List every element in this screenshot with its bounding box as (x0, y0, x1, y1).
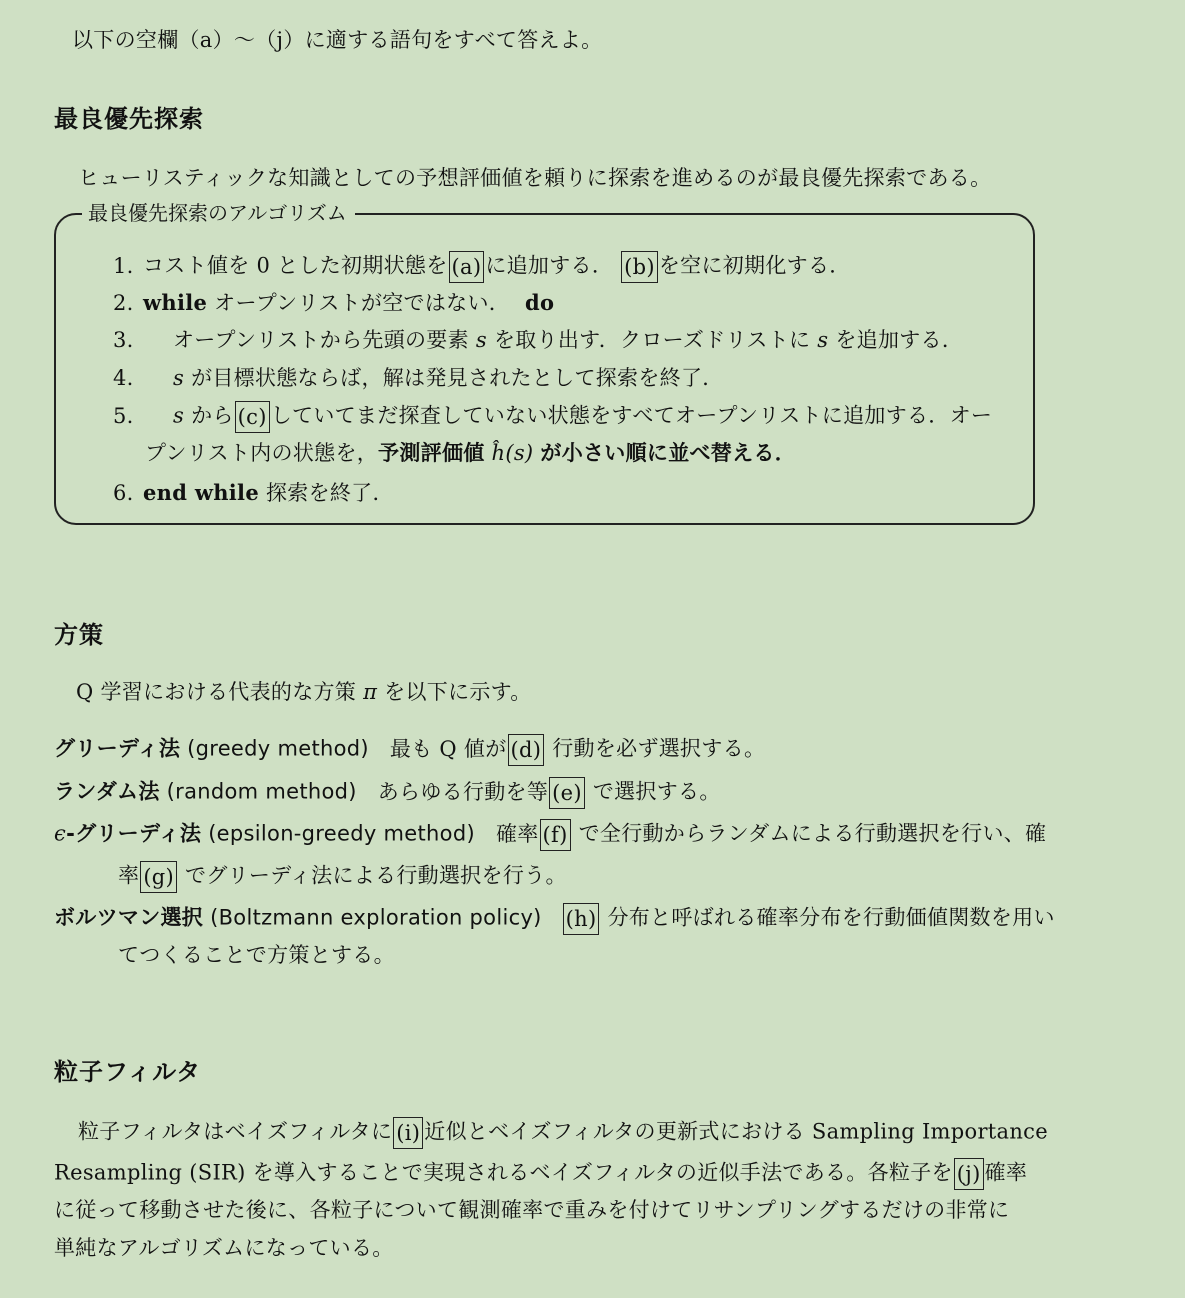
step-text: から (191, 403, 234, 428)
math-var-s: s (475, 328, 487, 352)
step-text-bold: 予測評価値 (378, 441, 485, 465)
section-heading-policy: 方策 (54, 621, 104, 649)
blank-f: (f) (540, 819, 571, 851)
particle-filter-line-4: 単純なアルゴリズムになっている。 (54, 1236, 394, 1260)
step-number: 2. (113, 291, 134, 315)
step-text: コスト値を 0 とした初期状態を (143, 253, 448, 278)
term-greedy: グリーディ法 (54, 736, 181, 761)
step-number: 1. (113, 253, 134, 278)
pf-text: 確率 (984, 1160, 1028, 1185)
instruction-text: 以下の空欄（a）～（j）に適する語句をすべて答えよ。 (72, 28, 603, 52)
blank-e: (e) (549, 777, 585, 809)
step-text: オープンリストから先頭の要素 (173, 328, 469, 352)
blank-c: (c) (235, 401, 270, 433)
algo-step-1 (113, 251, 851, 283)
step-text: を空に初期化する． (658, 253, 851, 278)
policy-boltzmann-continued: てつくることで方策とする。 (118, 943, 395, 967)
pf-text: 近似とベイズフィルタの更新式における Sampling Importance (424, 1119, 1048, 1144)
step-number: 4. (113, 366, 134, 390)
policy-epsilon-greedy-continued (118, 861, 567, 893)
policy-text: あらゆる行動を等 (377, 779, 549, 804)
algo-step-6 (113, 479, 394, 507)
math-var-s: s (817, 328, 829, 352)
blank-g: (g) (140, 861, 177, 893)
term-boltzmann-en: (Boltzmann exploration policy) (210, 905, 542, 930)
pf-text: 粒子フィルタはベイズフィルタに (78, 1119, 393, 1144)
math-pi: π (363, 680, 378, 704)
step-text: に追加する． (485, 253, 614, 278)
blank-h: (h) (563, 903, 600, 935)
particle-filter-line-2 (54, 1158, 1027, 1190)
term-epsilon-greedy-en: (epsilon-greedy method) (208, 821, 475, 846)
step-number: 6. (113, 481, 134, 505)
step-text: プンリスト内の状態を， (145, 441, 379, 465)
term-greedy-en: (greedy method) (187, 736, 369, 761)
blank-i: (i) (393, 1117, 423, 1149)
blank-a: (a) (449, 251, 485, 283)
policy-text: 行動を必ず選択する。 (552, 736, 766, 761)
policy-text: 率 (118, 863, 140, 888)
algo-step-2 (113, 289, 554, 317)
step-number: 5. (113, 403, 134, 428)
policy-greedy (54, 734, 765, 766)
particle-filter-line-1 (78, 1117, 1048, 1149)
step-text: 探索を終了． (265, 481, 394, 505)
policy-text: 分布と呼ばれる確率分布を行動価値関数を用い (607, 905, 1055, 930)
policy-text: 最も Q 値が (389, 736, 507, 761)
policy-text: でグリーディ法による行動選択を行う。 (185, 863, 567, 888)
algorithm-box-title: 最良優先探索のアルゴリズム (82, 199, 355, 227)
policy-text: で選択する。 (592, 779, 721, 804)
keyword-do: do (525, 290, 555, 315)
section-heading-best-first: 最良優先探索 (54, 105, 204, 133)
step-text: が目標状態ならば，解は発見されたとして探索を終了． (191, 366, 724, 390)
particle-filter-line-3: に従って移動させた後に、各粒子について観測確率で重みを付けてリサンプリングするだけの非常に (54, 1198, 1010, 1222)
step-text: していてまだ探査していない状態をすべてオープンリストに追加する．オー (270, 403, 993, 428)
blank-d: (d) (508, 734, 545, 766)
step-text: オープンリストが空ではない． (214, 291, 511, 315)
term-random: ランダム法 (54, 779, 160, 804)
step-text: を取り出す．クローズドリストに (493, 328, 811, 352)
policy-intro (76, 678, 532, 706)
step-text: を追加する． (835, 328, 964, 352)
term-boltzmann: ボルツマン選択 (54, 905, 204, 930)
math-epsilon: ϵ (54, 821, 67, 846)
keyword-end-while: end while (143, 480, 259, 505)
policy-text: 確率 (495, 821, 539, 846)
term-epsilon-greedy: -グリーディ法 (66, 821, 202, 846)
algo-step-5-continued (145, 439, 796, 467)
policy-boltzmann (54, 903, 1055, 935)
policy-epsilon-greedy (54, 819, 1046, 851)
blank-b: (b) (621, 251, 658, 283)
algo-step-4 (113, 364, 724, 392)
best-first-intro: ヒューリスティックな知識としての予想評価値を頼りに探索を進めるのが最良優先探索である。 (78, 166, 992, 190)
policy-random (54, 777, 721, 809)
math-var-s: s (173, 366, 185, 390)
term-random-en: (random method) (166, 779, 357, 804)
step-text-bold: が小さい順に並べ替える． (540, 441, 797, 465)
policy-intro-text: を以下に示す。 (384, 680, 532, 704)
keyword-while: while (143, 290, 208, 315)
pf-text: Resampling (SIR) を導入することで実現されるベイズフィルタの近似手法である。各粒子を (54, 1160, 953, 1185)
policy-intro-text: Q 学習における代表的な方策 (76, 680, 357, 704)
step-number: 3. (113, 328, 134, 352)
policy-text: で全行動からランダムによる行動選択を行い、確 (578, 821, 1047, 846)
math-h-hat: ĥ(s) (491, 441, 534, 465)
algo-step-5 (113, 401, 992, 433)
algo-step-3 (113, 326, 963, 354)
blank-j: (j) (954, 1158, 984, 1190)
section-heading-particle-filter: 粒子フィルタ (54, 1058, 202, 1086)
math-var-s: s (173, 403, 185, 428)
